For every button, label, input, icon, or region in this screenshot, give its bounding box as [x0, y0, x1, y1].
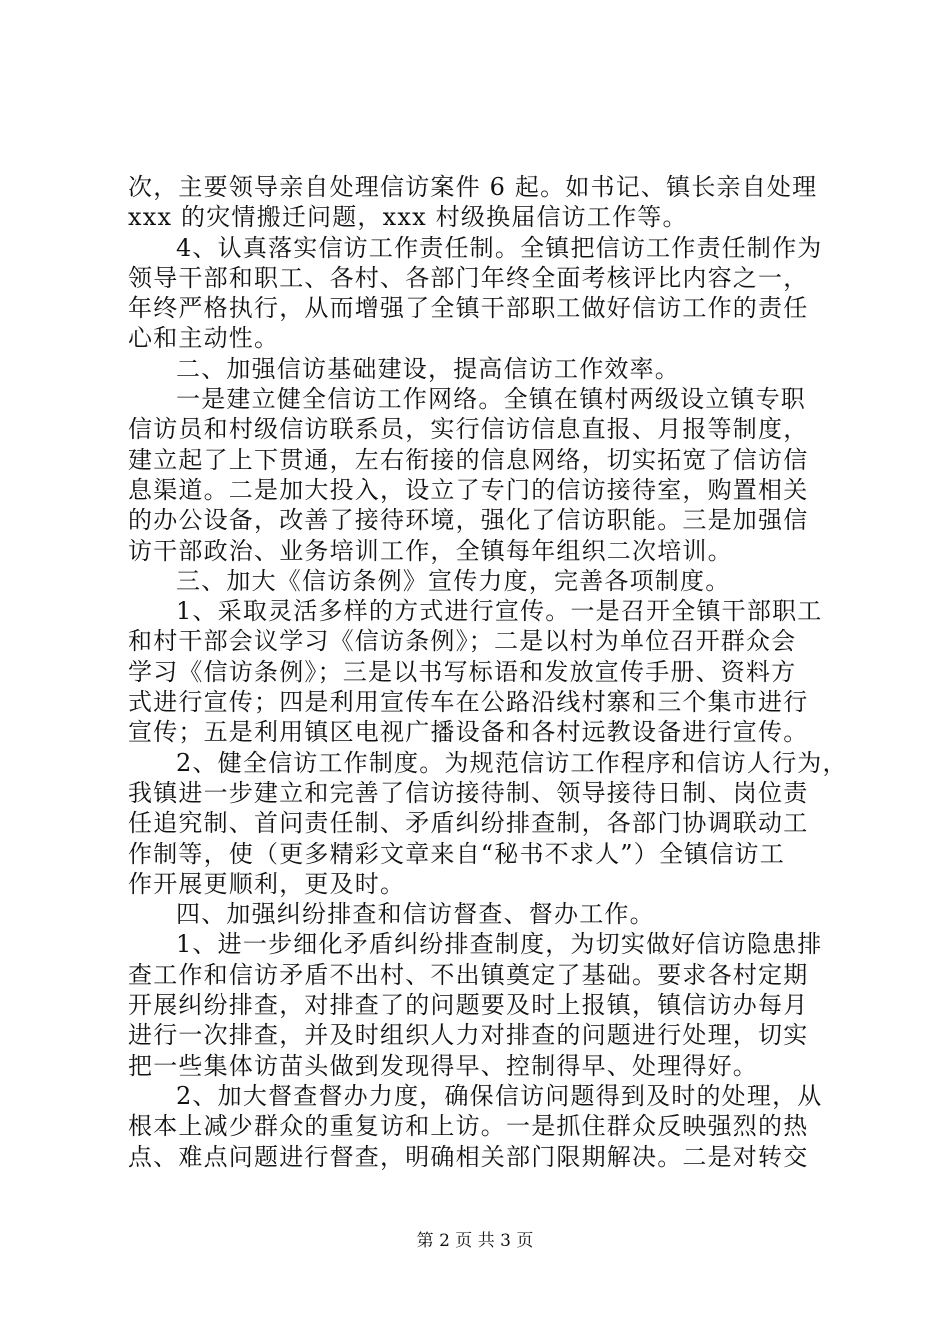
text-line: 作开展更顺利，更及时。: [128, 869, 406, 898]
text-line: 我镇进一步建立和完善了信访接待制、领导接待日制、岗位责: [128, 778, 809, 807]
text-line: 把一些集体访苗头做到发现得早、控制得早、处理得好。: [128, 1051, 758, 1080]
text-line: 作制等，使（更多精彩文章来自“秘书不求人”）全镇信访工: [128, 839, 785, 868]
text-line: 进行一次排查，并及时组织人力对排查的问题进行处理，切实: [128, 1021, 809, 1050]
text-line: 的办公设备，改善了接待环境，强化了信访职能。三是加强信: [128, 506, 809, 535]
text-line: 宣传；五是利用镇区电视广播设备和各村远教设备进行宣传。: [128, 718, 809, 747]
text-line: 领导干部和职工、各村、各部门年终全面考核评比内容之一，: [128, 263, 809, 292]
text-line: 年终严格执行，从而增强了全镇干部职工做好信访工作的责任: [128, 294, 809, 323]
text-line: 访干部政治、业务培训工作，全镇每年组织二次培训。: [128, 536, 733, 565]
text-line: 4、认真落实信访工作责任制。全镇把信访工作责任制作为: [176, 233, 823, 262]
text-line: 二、加强信访基础建设，提高信访工作效率。: [176, 354, 680, 383]
text-line: 四、加强纠纷排查和信访督查、督办工作。: [176, 900, 655, 929]
text-line: 1、进一步细化矛盾纠纷排查制度，为切实做好信访隐患排: [176, 930, 823, 959]
text-line: 次，主要领导亲自处理信访案件 6 起。如书记、镇长亲自处理: [128, 173, 818, 201]
text-line: 根本上减少群众的重复访和上访。一是抓住群众反映强烈的热: [128, 1112, 809, 1141]
page-footer: 第 2 页 共 3 页: [416, 1231, 534, 1251]
text-line: 三、加大《信访条例》宣传力度，完善各项制度。: [176, 566, 731, 595]
text-line: 一是建立健全信访工作网络。全镇在镇村两级设立镇专职: [176, 385, 806, 414]
text-line: 查工作和信访矛盾不出村、不出镇奠定了基础。要求各村定期: [128, 960, 809, 989]
text-line: 2、加大督查督办力度，确保信访问题得到及时的处理，从: [176, 1081, 823, 1110]
document-body: [128, 172, 848, 1172]
text-line: 点、难点问题进行督查，明确相关部门限期解决。二是对转交: [128, 1142, 809, 1171]
text-line: 心和主动性。: [128, 324, 280, 353]
text-line: 建立起了上下贯通，左右衔接的信息网络，切实拓宽了信访信: [128, 445, 809, 474]
text-line: 信访员和村级信访联系员，实行信访信息直报、月报等制度，: [128, 415, 809, 444]
text-line: 学习《信访条例》；三是以书写标语和发放宣传手册、资料方: [128, 657, 797, 686]
text-line: 2、健全信访工作制度。为规范信访工作程序和信访人行为，: [176, 748, 848, 777]
text-line: 和村干部会议学习《信访条例》；二是以村为单位召开群众会: [128, 627, 797, 656]
text-line: 开展纠纷排查，对排查了的问题要及时上报镇，镇信访办每月: [128, 991, 809, 1020]
text-line: 1、采取灵活多样的方式进行宣传。一是召开全镇干部职工: [176, 597, 823, 626]
text-line: 息渠道。二是加大投入，设立了专门的信访接待室，购置相关: [128, 475, 809, 504]
text-line: 任追究制、首问责任制、矛盾纠纷排查制，各部门协调联动工: [128, 809, 809, 838]
text-line: 式进行宣传；四是利用宣传车在公路沿线村寨和三个集市进行: [128, 688, 809, 717]
text-line: xxx 的灾情搬迁问题，xxx 村级换届信访工作等。: [128, 203, 688, 232]
